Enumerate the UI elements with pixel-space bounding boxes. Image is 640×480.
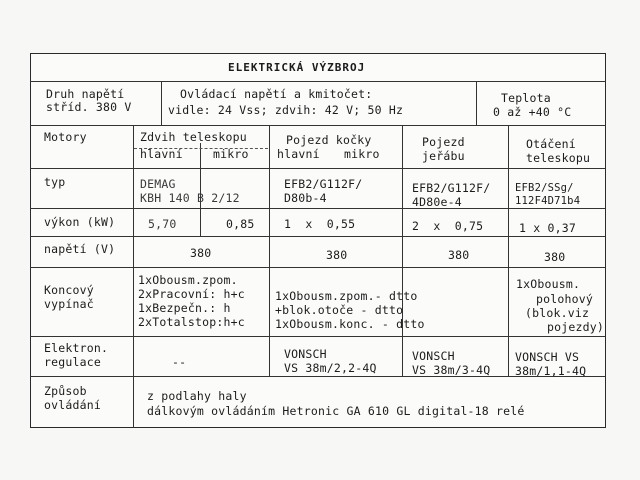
vykon-jerab: 2 x 0,75 <box>412 219 484 233</box>
ovladaci-label: Ovládací napětí a kmitočet: <box>180 87 373 101</box>
vykon-otaceni: 1 x 0,37 <box>519 221 576 235</box>
col-zdvih-hlavni: hlavní <box>140 147 183 161</box>
elektron-kocka-2: VS 38m/2,2-4Q <box>284 361 377 375</box>
rule-under-columns <box>30 168 606 169</box>
col-zdvih: Zdvih teleskopu <box>140 130 247 144</box>
rule-under-vykon <box>30 236 606 237</box>
koncovy-zdvih-1: 1xObousm.zpom. <box>138 273 238 287</box>
col-pojezd-jerabu-1: Pojezd <box>422 135 465 149</box>
col-pojezd-jerabu-2: jeřábu <box>422 149 465 163</box>
koncovy-kocka-2: +blok.otoče - dtto <box>275 303 404 317</box>
rule-under-title <box>30 81 606 82</box>
elektron-otaceni-1: VONSCH VS <box>515 350 580 364</box>
napeti-kocka: 380 <box>326 248 348 262</box>
teplota-value: 0 až +40 °C <box>493 105 572 119</box>
row-napeti-label: napětí (V) <box>44 242 116 256</box>
ovladaci-value: vidle: 24 Vss; zdvih: 42 V; 50 Hz <box>168 103 404 117</box>
col-divider-mikro <box>200 143 201 236</box>
zpusob-value-2: dálkovým ovládáním Hetronic GA 610 GL digital-18 relé <box>147 404 525 418</box>
vykon-mikro: 0,85 <box>226 217 255 231</box>
elektron-jerab-2: VS 38m/3-4Q <box>412 363 491 377</box>
teplota-label: Teplota <box>501 91 551 105</box>
header-divider-2 <box>476 81 477 125</box>
vykon-hlavni: 5,70 <box>148 217 177 231</box>
zpusob-value-1: z podlahy haly <box>147 389 247 403</box>
col-divider-label <box>133 125 134 376</box>
koncovy-otaceni-3: (blok.viz <box>525 306 590 320</box>
koncovy-otaceni-4: pojezdy) <box>547 320 604 334</box>
col-divider-zpusob <box>133 376 134 428</box>
koncovy-zdvih-4: 2xTotalstop:h+c <box>138 315 245 329</box>
row-koncovy-label-1: Koncový <box>44 283 94 297</box>
col-pojezd-kocky-hlavni: hlavní <box>277 147 320 161</box>
header-divider-1 <box>161 81 162 125</box>
vykon-kocka: 1 x 0,55 <box>284 217 356 231</box>
table-title: ELEKTRICKÁ VÝZBROJ <box>228 61 366 74</box>
druh-napeti-value: stříd. 380 V <box>46 100 132 114</box>
col-divider-jerab <box>402 125 403 376</box>
napeti-otaceni: 380 <box>544 250 566 264</box>
elektron-kocka-1: VONSCH <box>284 347 327 361</box>
koncovy-zdvih-2: 2xPracovní: h+c <box>138 287 245 301</box>
koncovy-kocka-1: 1xObousm.zpom.- dtto <box>275 289 418 303</box>
row-zpusob-label-1: Způsob <box>44 384 87 398</box>
row-elektron-label-1: Elektron. <box>44 341 109 355</box>
typ-otaceni-1: EFB2/SSg/ <box>515 182 574 194</box>
col-otaceni-2: teleskopu <box>526 151 591 165</box>
rule-under-typ <box>30 208 606 209</box>
koncovy-zdvih-3: 1xBezpečn.: h <box>138 301 231 315</box>
koncovy-otaceni-2: polohový <box>536 292 593 306</box>
typ-kocka-2: D80b-4 <box>284 191 327 205</box>
typ-zdvih-1: DEMAG <box>140 177 176 191</box>
elektron-jerab-1: VONSCH <box>412 349 455 363</box>
row-typ-label: typ <box>44 175 66 189</box>
col-pojezd-kocky: Pojezd kočky <box>286 133 372 147</box>
napeti-jerab: 380 <box>448 248 470 262</box>
rule-under-header <box>30 125 606 126</box>
koncovy-kocka-3: 1xObousm.konc. - dtto <box>275 317 425 331</box>
col-divider-kocka <box>269 125 270 376</box>
row-zpusob-label-2: ovládání <box>44 398 101 412</box>
col-zdvih-mikro: mikro <box>213 147 249 161</box>
row-vykon-label: výkon (kW) <box>44 215 116 229</box>
koncovy-otaceni-1: 1xObousm. <box>516 277 581 291</box>
typ-otaceni-2: 112F4D71b4 <box>515 195 581 207</box>
napeti-zdvih: 380 <box>190 246 212 260</box>
elektron-zdvih: -- <box>172 355 187 369</box>
col-motory: Motory <box>44 130 87 144</box>
typ-kocka-1: EFB2/G112F/ <box>284 177 363 191</box>
col-divider-otaceni <box>508 125 509 376</box>
col-pojezd-kocky-mikro: mikro <box>344 147 380 161</box>
row-elektron-label-2: regulace <box>44 355 101 369</box>
typ-jerab-2: 4D80e-4 <box>412 195 462 209</box>
typ-zdvih-2: KBH 140 B 2/12 <box>140 191 240 205</box>
row-koncovy-label-2: vypínač <box>44 297 94 311</box>
rule-under-napeti <box>30 267 606 268</box>
druh-napeti-label: Druh napětí <box>46 87 125 101</box>
elektron-otaceni-2: 38m/1,1-4Q <box>515 364 587 378</box>
typ-jerab-1: EFB2/G112F/ <box>412 181 491 195</box>
col-otaceni-1: Otáčení <box>526 137 576 151</box>
rule-under-koncovy <box>30 336 606 337</box>
